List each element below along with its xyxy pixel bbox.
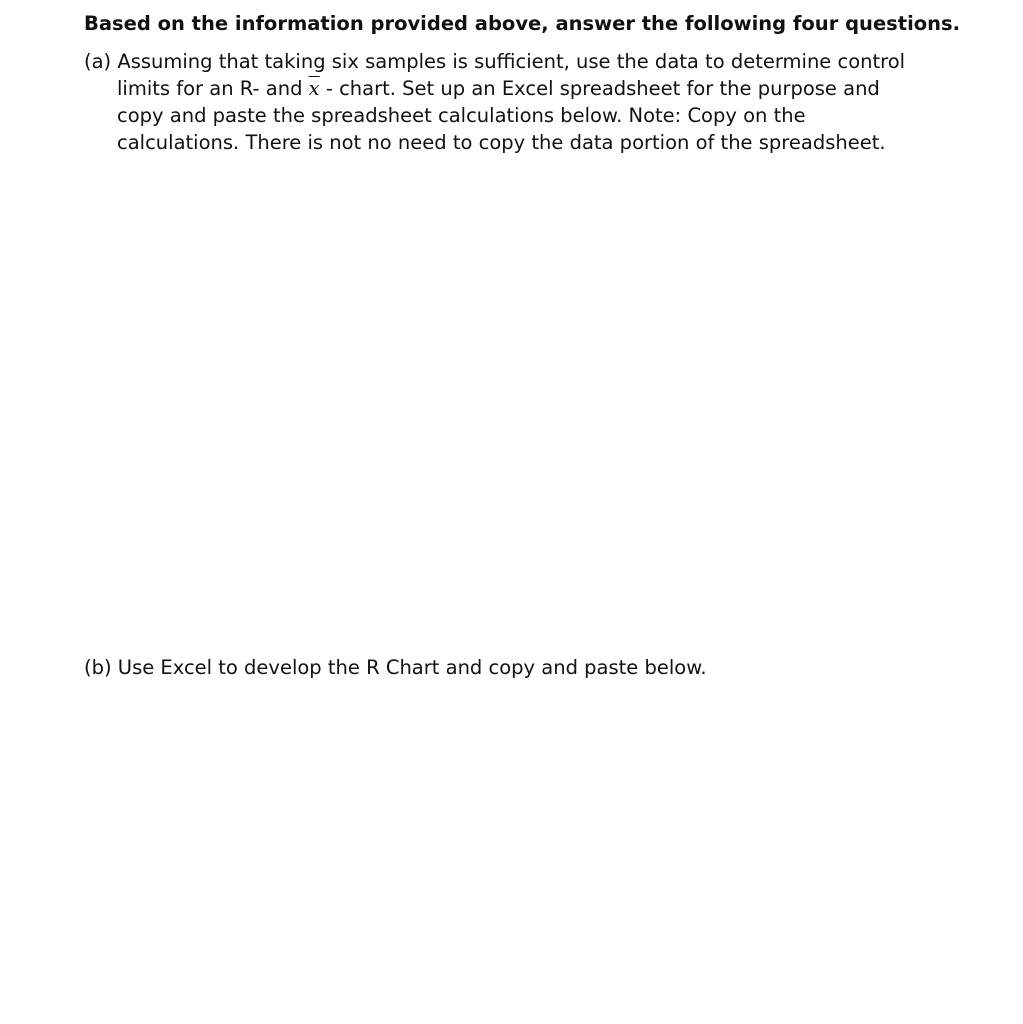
question-a-line-2-prefix: limits for an R- and bbox=[117, 77, 309, 100]
question-a-line-2 bbox=[84, 75, 984, 102]
question-a-line-1: (a) Assuming that taking six samples is sufficient, use the data to determine control bbox=[84, 50, 906, 73]
question-a-line-4: calculations. There is not no need to copy the data portion of the spreadsheet. bbox=[117, 131, 886, 154]
instructions-heading: Based on the information provided above, answer the following four questions. bbox=[84, 12, 961, 35]
answer-area-b[interactable] bbox=[84, 690, 984, 1010]
x-bar-symbol: $\overline{x}$ bbox=[308, 77, 320, 100]
question-a bbox=[84, 48, 984, 156]
question-b: (b) Use Excel to develop the R Chart and copy and paste below. bbox=[84, 656, 707, 679]
question-a-line-2-suffix: - chart. Set up an Excel spreadsheet for the purpose and bbox=[319, 77, 880, 100]
answer-area-a[interactable] bbox=[84, 170, 984, 630]
question-a-line-3: copy and paste the spreadsheet calculations below. Note: Copy on the bbox=[117, 104, 806, 127]
